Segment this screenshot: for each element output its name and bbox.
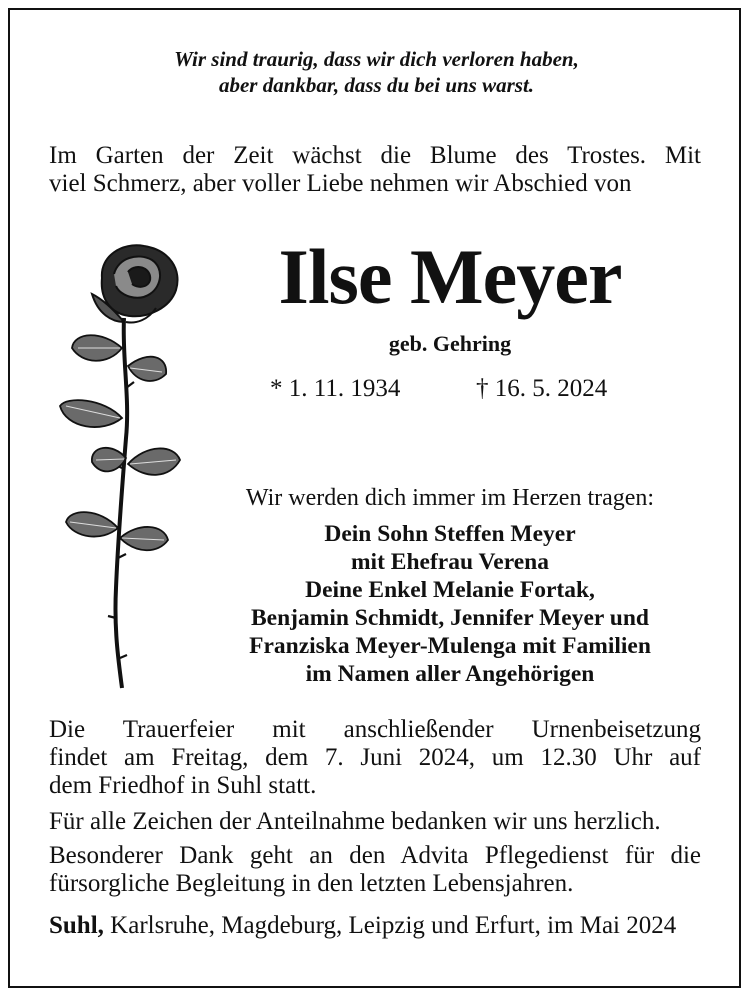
motto-line: Wir sind traurig, dass wir dich verloren haben, [174, 47, 579, 71]
rose-icon [52, 238, 192, 694]
mourner-line: im Namen aller Angehörigen [305, 661, 595, 687]
special-thanks [49, 842, 701, 898]
special-thanks-line: fürsorgliche Begleitung in den letzten Lebensjahren. [49, 870, 574, 897]
intro-line: viel Schmerz, aber voller Liebe nehmen wir Abschied von [49, 170, 632, 197]
tagline: Wir werden dich immer im Herzen tragen: [245, 485, 655, 511]
mourner-line: mit Ehefrau Verena [350, 549, 549, 575]
mourner-line: Deine Enkel Melanie Fortak, [305, 577, 595, 603]
funeral-info [49, 716, 701, 800]
funeral-line: Die Trauerfeier mit anschließender Urnenbeisetzung [49, 716, 701, 743]
special-thanks-line: Besonderer Dank geht an den Advita Pflegedienst für die [49, 842, 701, 869]
mourner-line: Dein Sohn Steffen Meyer [324, 521, 576, 547]
deceased-name: Ilse Meyer [278, 233, 622, 320]
footer-rest: Karlsruhe, Magdeburg, Leipzig und Erfurt, im Mai 2024 [110, 912, 677, 939]
motto [0, 46, 753, 98]
birth-date: * 1. 11. 1934 [270, 375, 401, 402]
mourner-line: Franziska Meyer-Mulenga mit Familien [249, 633, 651, 659]
motto-line: aber dankbar, dass du bei uns warst. [218, 73, 535, 97]
intro-text [49, 142, 701, 198]
funeral-line: findet am Freitag, dem 7. Juni 2024, um 12.30 Uhr auf [49, 744, 701, 771]
footer-places [49, 912, 701, 940]
funeral-line: dem Friedhof in Suhl statt. [49, 772, 317, 799]
mourner-line: Benjamin Schmidt, Jennifer Meyer und [251, 605, 649, 631]
death-date: † 16. 5. 2024 [476, 375, 608, 402]
mourners-list [200, 520, 700, 688]
thanks-text: Für alle Zeichen der Anteilnahme bedanken wir uns herzlich. [49, 808, 661, 835]
footer-place-bold: Suhl, [49, 912, 104, 939]
maiden-name: geb. Gehring [388, 331, 512, 356]
intro-line: Im Garten der Zeit wächst die Blume des Trostes. Mit [49, 142, 701, 169]
